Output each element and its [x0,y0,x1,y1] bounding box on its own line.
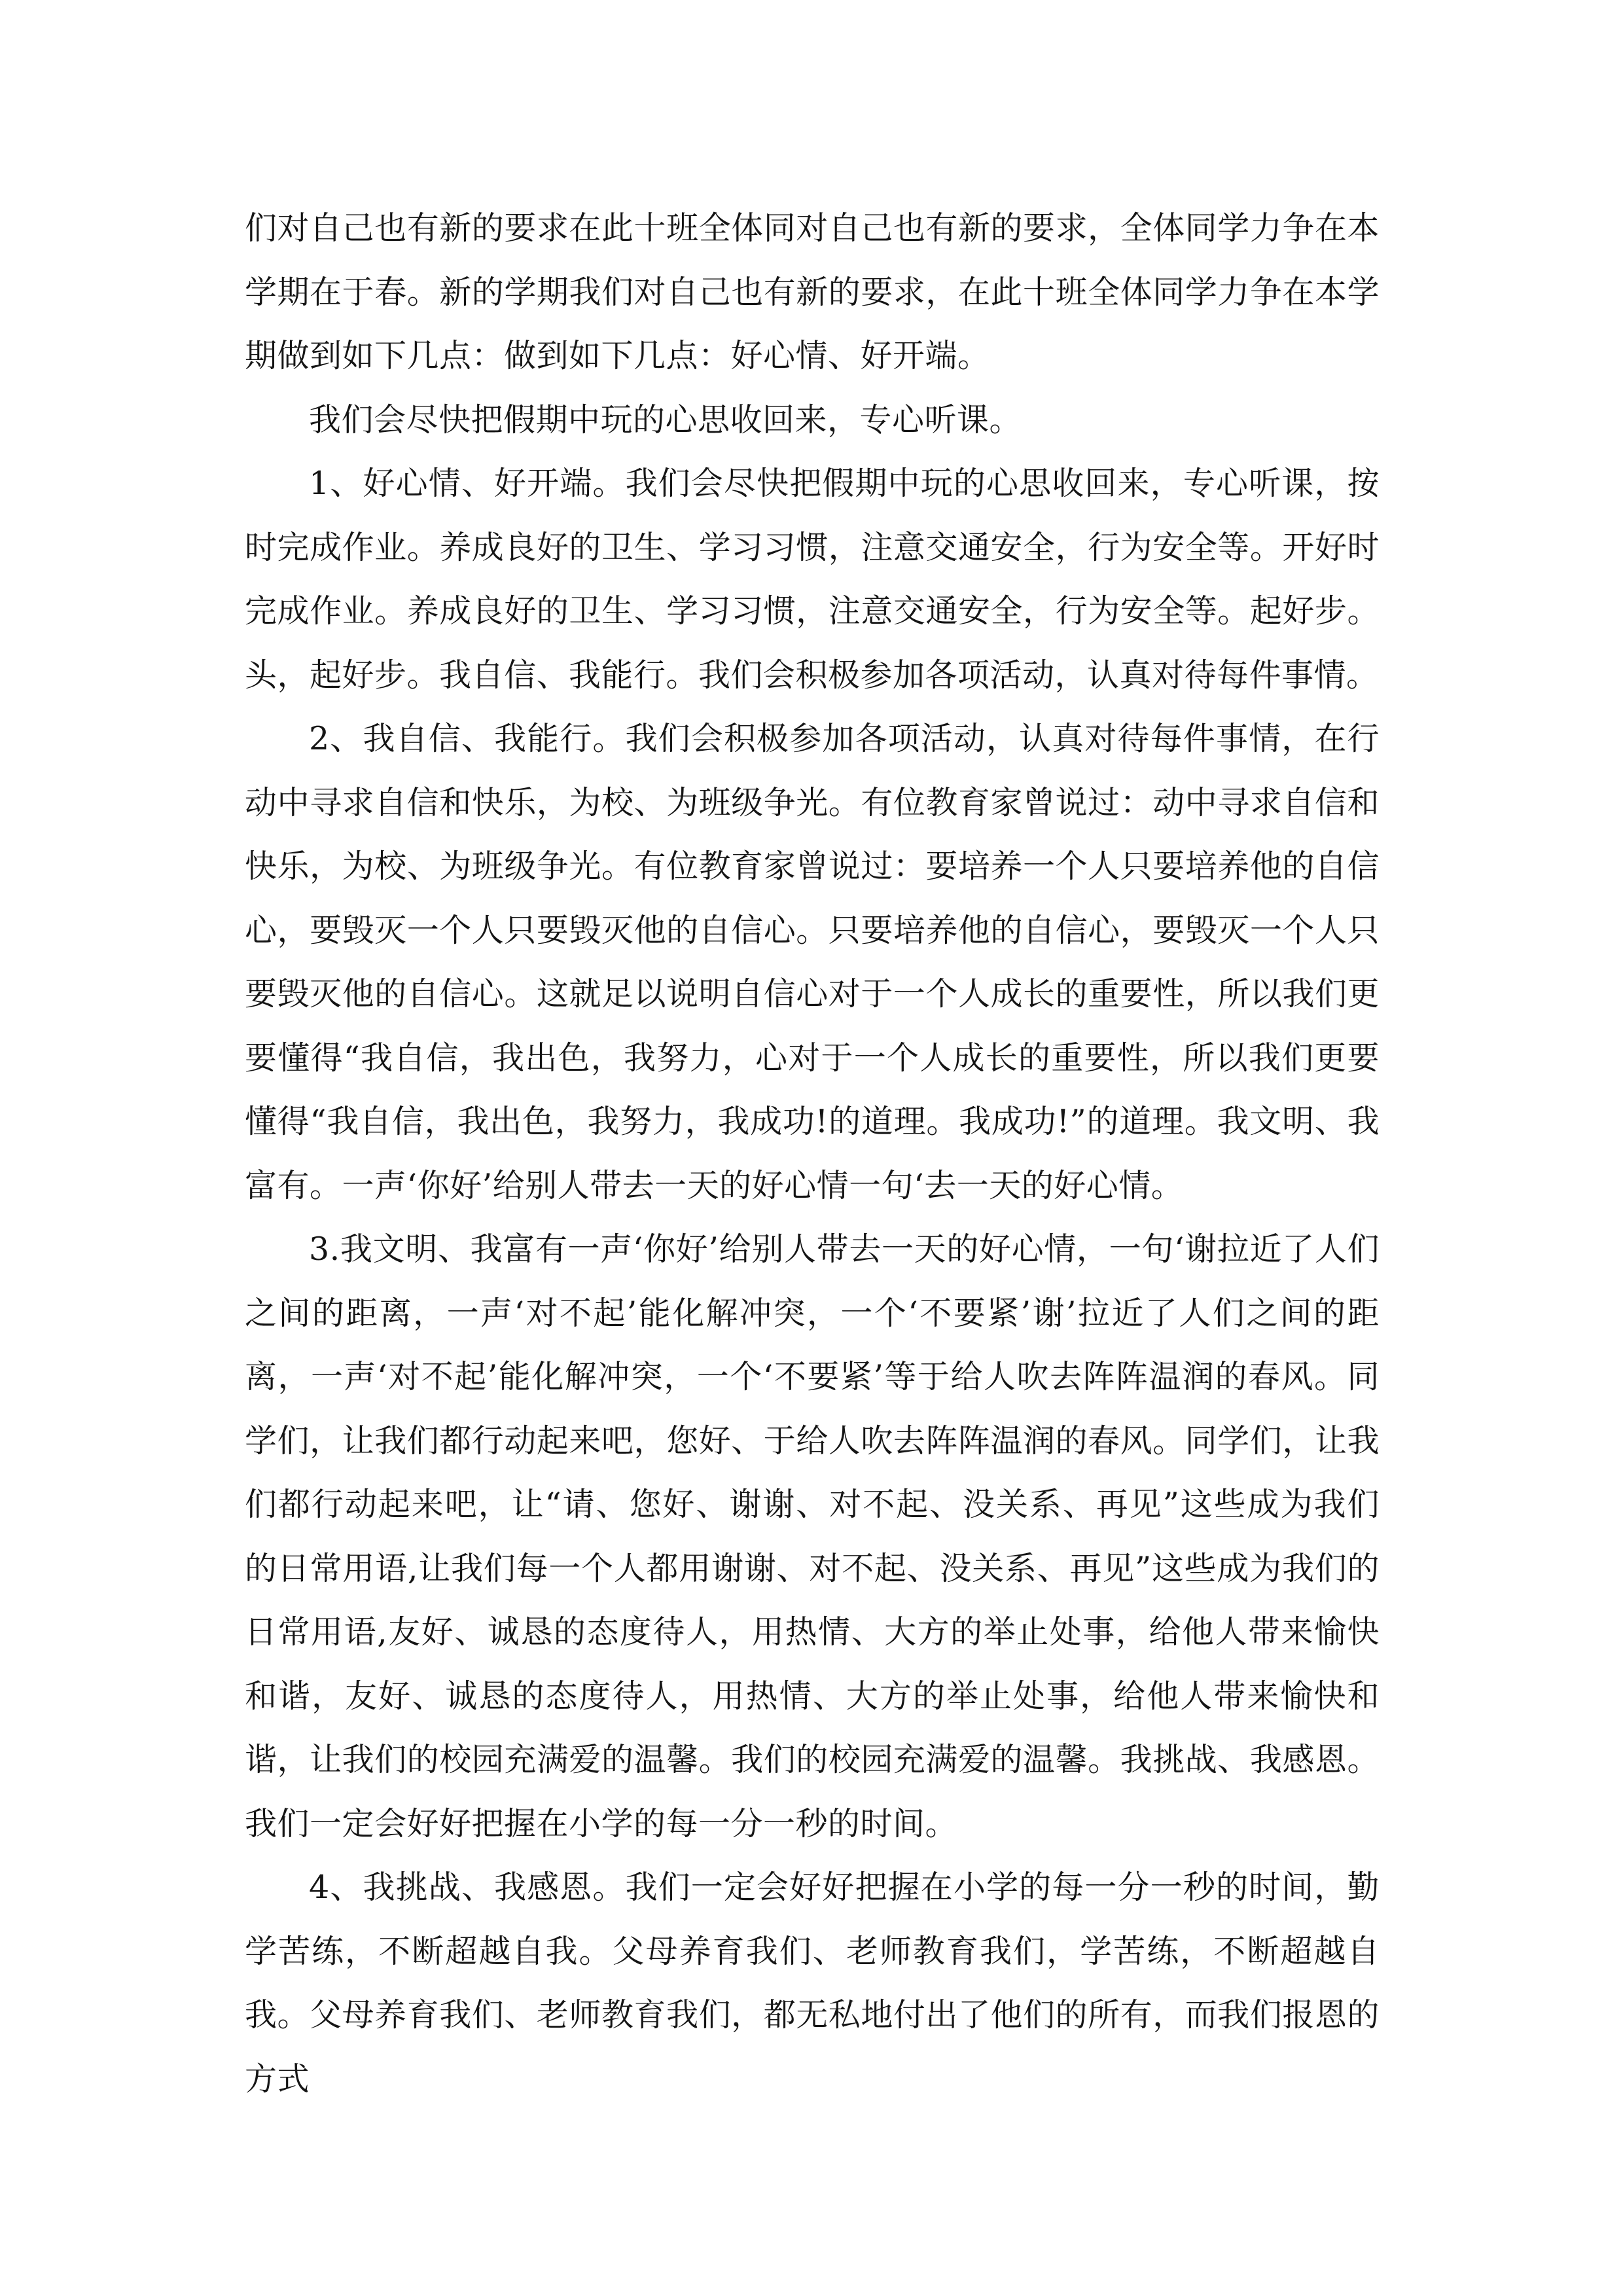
paragraph-point-3: 3.我文明、我富有一声‘你好’给别人带去一天的好心情，一句‘谢拉近了人们之间的距离，一声‘对不起’能化解冲突，一个‘不要紧’谢’拉近了人们之间的距离，一声‘对不起’能化解冲突，一个‘不要紧’等于给人吹去阵阵温润的春风。同学们，让我们都行动起来吧，您好、于给人吹去阵阵温润的春风。同学们，让我们都行动起来吧，让“请、您好、谢谢、对不起、没关系、再见”这些成为我们的日常用语,让我们每一个人都用谢谢、对不起、没关系、再见”这些成为我们的日常用语,友好、诚恳的态度待人，用热情、大方的举止处事，给他人带来愉快和谐，友好、诚恳的态度待人，用热情、大方的举止处事，给他人带来愉快和谐，让我们的校园充满爱的温馨。我们的校园充满爱的温馨。我挑战、我感恩。我们一定会好好把握在小学的每一分一秒的时间。 [245,1230,1380,1842]
paragraph-point-1: 1、好心情、好开端。我们会尽快把假期中玩的心思收回来，专心听课，按时完成作业。养成良好的卫生、学习习惯，注意交通安全，行为安全等。开好时完成作业。养成良好的卫生、学习习惯，注意交通安全，行为安全等。起好步。头，起好步。我自信、我能行。我们会积极参加各项活动，认真对待每件事情。 [245,465,1380,694]
paragraph-continuation: 们对自己也有新的要求在此十班全体同对自己也有新的要求，全体同学力争在本学期在于春。新的学期我们对自己也有新的要求，在此十班全体同学力争在本学期做到如下几点：做到如下几点：好心情、好开端。 [245,209,1380,374]
paragraph-focus-study: 我们会尽快把假期中玩的心思收回来，专心听课。 [309,401,1022,439]
document-body [245,196,1380,2111]
paragraph-point-2: 2、我自信、我能行。我们会积极参加各项活动，认真对待每件事情，在行动中寻求自信和快乐，为校、为班级争光。有位教育家曾说过：动中寻求自信和快乐，为校、为班级争光。有位教育家曾说过：要培养一个人只要培养他的自信心，要毁灭一个人只要毁灭他的自信心。只要培养他的自信心，要毁灭一个人只要毁灭他的自信心。这就足以说明自信心对于一个人成长的重要性，所以我们更要懂得“我自信，我出色，我努力，心对于一个人成长的重要性，所以我们更要懂得“我自信，我出色，我努力，我成功!的道理。我成功!”的道理。我文明、我富有。一声‘你好’给别人带去一天的好心情一句‘去一天的好心情。 [245,720,1380,1204]
paragraph-point-4: 4、我挑战、我感恩。我们一定会好好把握在小学的每一分一秒的时间，勤学苦练，不断超越自我。父母养育我们、老师教育我们，学苦练，不断超越自我。父母养育我们、老师教育我们，都无私地付出了他们的所有，而我们报恩的方式 [245,1869,1380,2098]
